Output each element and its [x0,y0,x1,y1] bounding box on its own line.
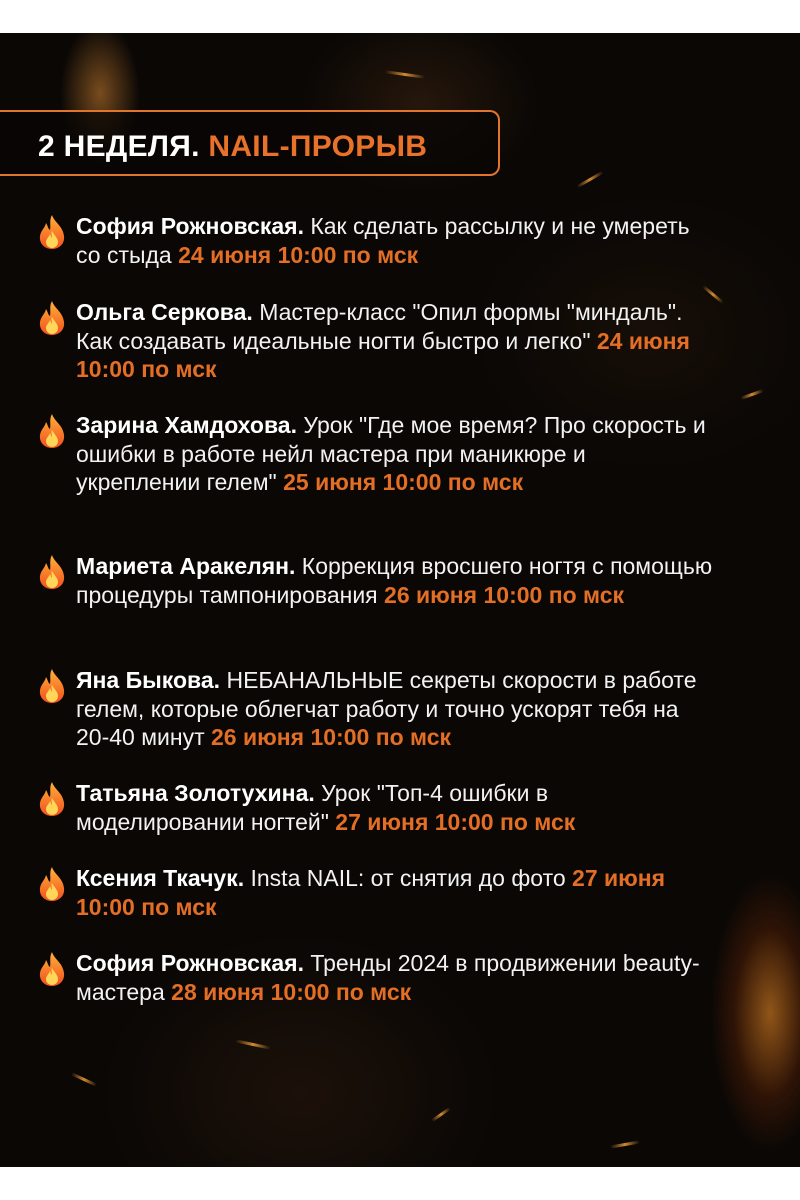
lesson-date: 27 июня 10:00 по мск [335,808,576,835]
fire-icon [36,554,68,590]
lesson-description: НЕБАНАЛЬНЫЕ секреты скорости в работе гелем, которые облегчат работу и точно ускорят тебя на 20-40 минут [76,667,697,750]
speaker-name: Ольга Серкова. [76,299,253,325]
fire-icon [36,413,68,449]
fire-icon [36,951,68,987]
spark-decoration [385,70,425,79]
speaker-name: Ксения Ткачук. [76,865,245,891]
item-text [76,411,716,497]
lesson-date: 25 июня 10:00 по мск [283,469,524,495]
list-item [36,666,716,752]
item-text [76,212,716,269]
spark-decoration [431,1107,451,1122]
item-text [76,864,716,921]
spark-decoration [576,171,603,189]
list-item [36,411,716,497]
speaker-name: София Рожновская. [76,950,304,976]
page-title [38,130,427,164]
speaker-name: Татьяна Золотухина. [76,780,315,806]
item-text [76,779,716,836]
lesson-description: Insta NAIL: от снятия до фото [244,865,573,891]
lesson-description: Мастер-класс "Опил формы "миндаль". Как создавать идеальные ногти быстро и легко" [76,299,683,354]
list-item [36,949,716,1006]
title-program: NAIL-ПРОРЫВ [208,130,428,163]
lesson-date: 26 июня 10:00 по мск [384,581,625,608]
spark-decoration [71,1072,98,1087]
item-text [76,949,716,1006]
fire-icon [36,300,68,336]
item-text [76,298,716,384]
spark-decoration [610,1140,640,1148]
lesson-description: Урок "Где мое время? Про скорость и ошибки в работе нейл мастера при маникюре и укреплении гелем" [76,412,706,495]
lesson-date: 27 июня 10:00 по мск [76,865,666,920]
speaker-name: Зарина Хамдохова. [76,412,297,438]
lesson-description: Урок "Топ-4 ошибки в моделировании ногтей" [76,780,549,835]
speaker-name: София Рожновская. [76,213,304,239]
item-text [76,666,716,752]
list-item [36,298,716,384]
lesson-description: Как сделать рассылку и не умереть со стыда [76,213,690,268]
list-item [36,864,716,921]
item-text [76,552,716,609]
speaker-name: Мариета Аракелян. [76,553,296,579]
title-week: 2 НЕДЕЛЯ. [38,130,200,163]
fire-icon [36,668,68,704]
lesson-date: 24 июня 10:00 по мск [178,241,419,268]
fire-icon [36,214,68,250]
fire-icon [36,866,68,902]
lesson-description: Тренды 2024 в продвижении beauty-мастера [76,950,700,1005]
lesson-date: 24 июня 10:00 по мск [76,327,690,382]
spark-decoration [740,389,764,400]
heading-box [0,110,500,176]
list-item [36,779,716,836]
lesson-description: Коррекция вросшего ногтя с помощью процедуры тампонирования [76,553,713,608]
lesson-date: 26 июня 10:00 по мск [211,724,452,750]
speaker-name: Яна Быкова. [76,667,221,693]
list-item [36,552,716,609]
spark-decoration [235,1039,271,1049]
list-item [36,212,716,269]
fire-icon [36,781,68,817]
lesson-date: 28 июня 10:00 по мск [171,978,412,1005]
